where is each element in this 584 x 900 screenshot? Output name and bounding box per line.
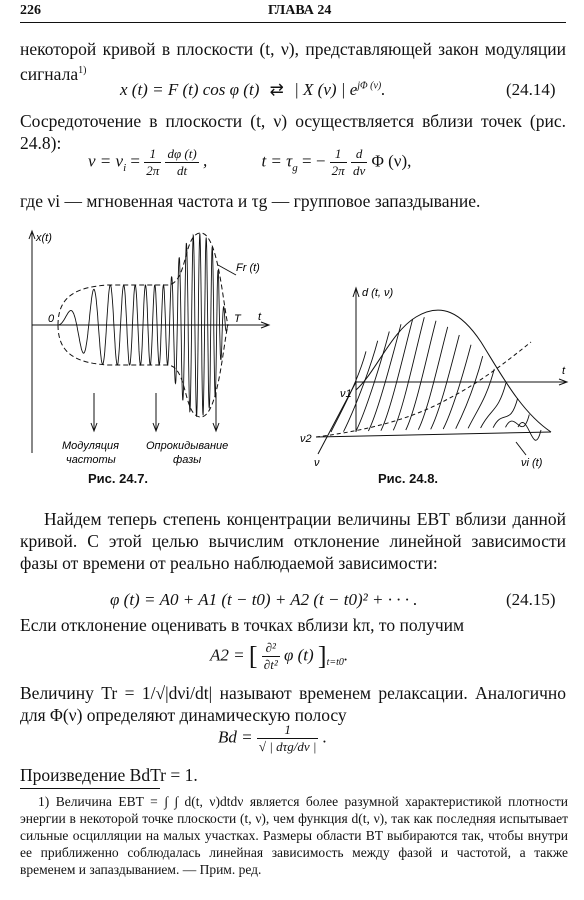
paragraph-4: Найдем теперь степень концентрации величины EBT вблизи данной кривой. С этой целью вычислим отклонение линейной зависимости фазы от времени от реально наблюдаемой зависимости: — [20, 509, 566, 573]
paragraph-7: Произведение BdTr = 1. — [20, 765, 198, 785]
fig2-nu1-label: ν1 — [340, 388, 352, 400]
fig2-surface-top — [356, 310, 551, 432]
eq-t-sub: g — [292, 161, 298, 174]
paragraph-2: Сосредоточение в плоскости (t, ν) осуществляется вблизи точек (рис. 24.8): — [20, 111, 566, 153]
eq-24-14-left: x (t) = F (t) cos φ (t) — [120, 80, 260, 99]
fig2-ridge-line — [518, 422, 541, 440]
fig1-curve-leader — [218, 265, 236, 275]
eq-24-14-exponent: jΦ (ν) — [357, 80, 382, 92]
fig2-ridge-lines — [331, 317, 541, 440]
eq-phi: Φ (ν), — [371, 151, 412, 171]
figure-24-7 — [18, 225, 280, 485]
fig1-y-label: x(t) — [36, 232, 52, 244]
fig2-ridge-line — [418, 327, 447, 430]
header-rule — [20, 22, 566, 23]
fig1-annot1-l1: Модуляция — [62, 440, 119, 452]
equation-concentration: $\nu = \nu_i$ = $\frac{1}{2\pi}$ $\frac{d\varphi (t)}{dt}$ , $t = \tau_g$ = − $\frac{1}{2\pi}$ $\frac{d}{d\nu}$ Φ (ν), — [88, 146, 412, 178]
fig1-envelope-upper — [58, 233, 228, 325]
fig1-t-label: t — [258, 311, 262, 323]
eq-24-14-arrow: ⇄ — [269, 80, 284, 99]
paragraph-5: Если отклонение оценивать в точках вблизи kπ, то получим — [20, 615, 465, 635]
fig2-ridge-line — [468, 369, 494, 428]
eq-minus: = − — [301, 151, 326, 171]
fig2-ridge-line — [356, 332, 389, 432]
fig1-annot1-l2: частоты — [66, 454, 116, 466]
fig2-ridge-line — [456, 356, 483, 429]
eq-24-14-end: . — [381, 80, 386, 99]
eq-A2-body: φ (t) — [283, 645, 314, 665]
fig2-caption: Рис. 24.8. — [378, 471, 439, 486]
fig2-ridge-line — [381, 319, 413, 431]
eq-Bd-lhs: Bd = — [218, 727, 253, 747]
fig1-annot2-l1: Опрокидывание — [146, 440, 229, 452]
eq-Bd-frac: $\frac{1}{\text{√ | dτg/dν |}}$ — [258, 722, 317, 754]
fig2-nu2-label: ν2 — [300, 433, 312, 445]
footnote-mark: 1) — [78, 65, 87, 76]
fig2-ridge-line — [481, 383, 506, 428]
eq-A2-sub: t=t0 — [326, 656, 344, 668]
equation-24-14 — [120, 80, 386, 100]
frac-2: $\frac{d\varphi (t)}{dt}$ — [167, 146, 197, 178]
eq-Bd-end: . — [322, 727, 327, 747]
fig2-ridge-line — [493, 398, 518, 428]
footnote: 1) Величина EBT = ∫ ∫ d(t, ν)dtdν является более разумной характеристикой плотности энергии в некоторой точке плоскости (t, ν), чем функция d(t, ν), так как последняя испытывает сильные осцилляции на малых участках. Размеры области BT выбираются так, чтобы внутри ее приближенно соблюдалась линейная зависимость между фазой и частотой, а также временем и запаздыванием. — Прим. ред. — [20, 794, 568, 877]
equation-Bd — [218, 722, 327, 755]
fig2-z-label: d (t, ν) — [362, 287, 394, 299]
fig1-annot2-l2: фазы — [173, 454, 202, 466]
frac-4: $\frac{d}{d\nu}$ — [352, 146, 366, 178]
fig2-nu-label: ν — [314, 457, 320, 469]
eq-A2-frac: $\frac{\text{∂²}}{\text{∂t²}}$ — [263, 640, 278, 672]
eq-A2-lhs: A2 = — [210, 645, 245, 665]
fig2-ridge-line — [443, 345, 471, 429]
frac-3: $\frac{1}{2\pi}$ — [331, 146, 345, 178]
eq-24-14-right: | X (ν) | e — [294, 80, 358, 99]
equation-24-15: φ (t) = A0 + A1 (t − t0) + A2 (t − t0)² + · · · . — [110, 590, 418, 609]
paragraph-1 — [20, 38, 566, 85]
paragraph-3: где νi — мгновенная частота и τg — групповое запаздывание. — [20, 191, 481, 211]
equation-A2: A2 = [ $\frac{\text{∂²}}{\text{∂t²}}$ φ (t) ]$_{t=t0}$. — [210, 640, 349, 672]
eq-24-14-number: (24.14) — [506, 80, 556, 99]
figure-24-8 — [296, 282, 574, 474]
running-head: ГЛАВА 24 — [268, 3, 332, 18]
eq-nu: ν = ν — [88, 151, 124, 171]
footnote-rule — [20, 788, 160, 789]
fig2-curve-leader — [516, 442, 526, 455]
fig1-T-label: T — [234, 313, 241, 325]
page-number: 226 — [20, 3, 41, 18]
fig1-caption: Рис. 24.7. — [88, 471, 149, 486]
eq-t: t = τ — [261, 151, 293, 171]
eq-A2-end: . — [343, 645, 349, 665]
fig1-curve-label: Fr (t) — [236, 262, 260, 274]
fig2-t-label: t — [562, 365, 566, 377]
paragraph-6: Величину Tr = 1/√|dνi/dt| называют временем релаксации. Аналогично для Φ(ν) определяют динамическую полосу — [20, 683, 566, 725]
eq-comma: , — [202, 151, 208, 171]
eq-24-15-number: (24.15) — [506, 590, 556, 609]
fig2-curve-label: νi (t) — [521, 457, 543, 469]
eq-nu-sub: i — [123, 161, 127, 174]
fig2-ridge-line — [368, 324, 401, 431]
frac-1: $\frac{1}{2\pi}$ — [146, 146, 160, 178]
paragraph-1-text: некоторой кривой в плоскости (t, ν), представляющей закон модуляции сигнала — [20, 39, 566, 84]
fig1-origin: 0 — [48, 313, 55, 325]
fig2-base-line — [316, 432, 551, 437]
